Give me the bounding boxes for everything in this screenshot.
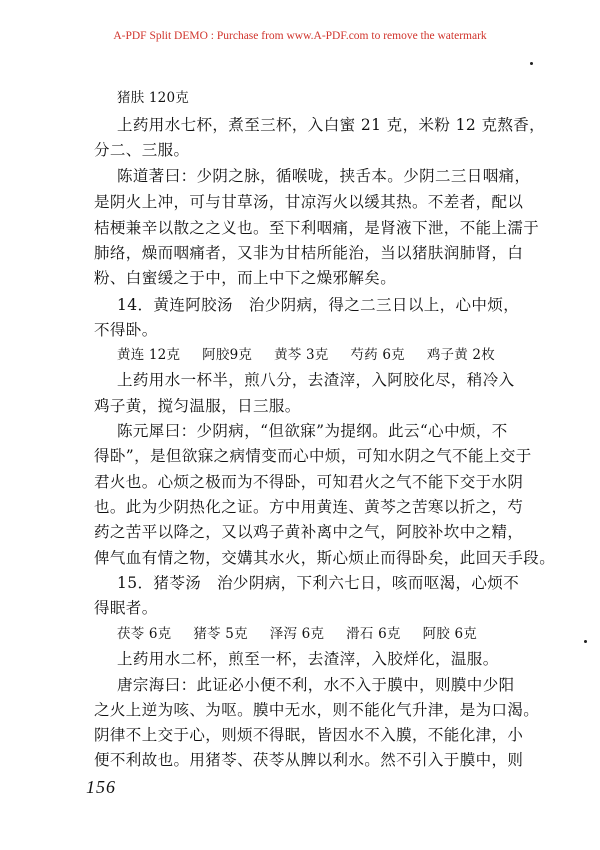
- text-line: 得卧”，是但欲寐之病情变而心中烦，可知水阴之气不能上交于: [94, 447, 532, 465]
- text-line: 上药用水七杯，煮至三杯，入白蜜 21 克，米粉 12 克熬香，: [117, 116, 546, 134]
- ingredient-item: 猪苓 5克: [193, 626, 248, 642]
- ingredient-line-zhufu: 猪肤 120克: [117, 90, 189, 106]
- text-line: 陈元犀曰：少阴病，“但欲寐”为提纲。此云“心中烦，不: [117, 422, 508, 440]
- ingredient-item: 黄芩 3克: [274, 347, 329, 363]
- ingredient-line-huanglian: [117, 345, 528, 365]
- text-line: 上药用水一杯半，煎八分，去渣滓，入阿胶化尽，稍冷入: [117, 371, 515, 389]
- ingredient-item: 黄连 12克: [117, 347, 181, 363]
- ingredient-item: 芍药 6克: [350, 347, 405, 363]
- text-line: 分二、三服。: [94, 141, 190, 159]
- text-line: 肺络，燥而咽痛者，又非为甘桔所能治，当以猪肤润肺肾，白: [94, 244, 524, 262]
- ingredient-item: 茯苓 6克: [117, 626, 172, 642]
- text-line: 上药用水二杯，煎至一杯，去渣滓，入胶烊化，温服。: [117, 650, 499, 668]
- ingredient-item: 泽泻 6克: [269, 626, 325, 642]
- text-line: 君火也。心烦之极而为不得卧，可知君火之气不能下交于水阴: [94, 473, 524, 491]
- text-line: 桔梗兼辛以散之之义也。至下利咽痛，是肾液下泄，不能上濡于: [94, 219, 540, 237]
- text-line: 粉、白蜜缓之于中，而上中下之燥邪解矣。: [94, 269, 397, 287]
- watermark-banner: A-PDF Split DEMO : Purchase from www.A-PDF.com to remove the watermark: [113, 30, 487, 42]
- text-line: 是阴火上冲，可与甘草汤，甘凉泻火以缓其热。不差者，配以: [94, 193, 524, 211]
- text-line: 陈道著曰：少阴之脉，循喉咙，挟舌本。少阴二三日咽痛，: [117, 167, 531, 185]
- ingredient-line-zhuling: [117, 624, 528, 644]
- ingredient-item: 滑石 6克: [346, 626, 401, 642]
- text-line: 之火上逆为咳、为呕。膜中无水，则不能化气升津，是为口渴。: [94, 701, 540, 719]
- text-line: 阴律不上交于心，则烦不得眠，皆因水不入膜，不能化津，小: [94, 726, 524, 744]
- formula-heading-14: 14．黄连阿胶汤 治少阴病，得之二三日以上，心中烦，: [117, 296, 520, 314]
- scan-speck: [584, 640, 587, 643]
- text-line: 便不利故也。用猪苓、茯苓从脾以利水。然不引入于膜中，则: [94, 751, 524, 769]
- text-line: 也。此为少阴热化之证。方中用黄连、黄芩之苦寒以折之，芍: [94, 498, 524, 516]
- page-number: 156: [86, 777, 116, 797]
- text-line: 得眠者。: [94, 599, 158, 617]
- text-line: 不得卧。: [94, 321, 158, 339]
- text-line: 唐宗海曰：此证必小便不利，水不入于膜中，则膜中少阳: [117, 676, 515, 694]
- text-line: 俾气血有情之物，交媾其水火，斯心烦止而得卧矣，此回天手段。: [94, 549, 556, 567]
- ingredient-item: 阿胶9克: [202, 347, 253, 363]
- text-line: 鸡子黄，搅匀温服，日三服。: [94, 397, 301, 415]
- ingredient-item: 阿胶 6克: [422, 626, 477, 642]
- ingredient-item: 鸡子黄 2枚: [426, 347, 495, 363]
- formula-heading-15: 15．猪苓汤 治少阴病，下利六七日，咳而呕渴，心烦不: [117, 574, 520, 592]
- text-line: 药之苦平以降之，又以鸡子黄补离中之气，阿胶补坎中之精，: [94, 523, 524, 541]
- scan-speck: [530, 62, 533, 65]
